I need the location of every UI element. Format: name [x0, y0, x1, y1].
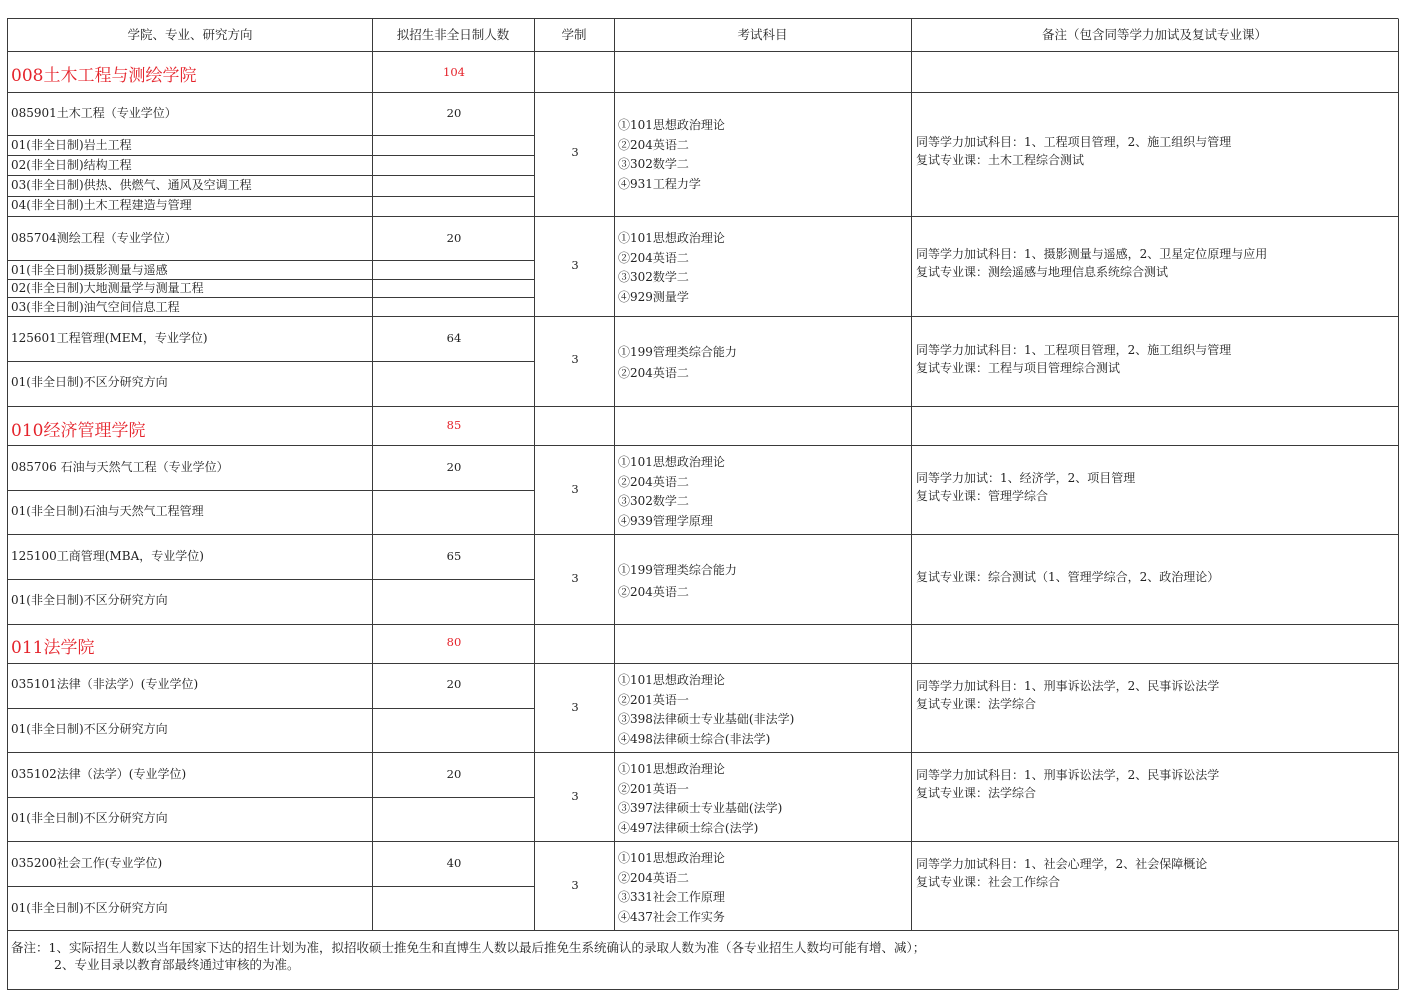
remark-line: 同等学力加试科目：1、摄影测量与遥感，2、卫星定位原理与应用 — [916, 247, 1268, 261]
remark-line: 复试专业课：综合测试（1、管理学综合，2、政治理论） — [916, 570, 1220, 584]
exam-subject: ①101思想政治理论 — [618, 851, 725, 865]
exam-subject: ①101思想政治理论 — [618, 118, 725, 132]
program-quota: 20 — [446, 460, 462, 474]
remark-line: 同等学力加试科目：1、工程项目管理，2、施工组织与管理 — [916, 343, 1232, 357]
remark-line: 复试专业课：工程与项目管理综合测试 — [916, 360, 1121, 375]
remark-line: 复试专业课：社会工作综合 — [916, 874, 1061, 889]
program-name: 035101法律（非法学）(专业学位) — [11, 677, 199, 691]
header-years: 学制 — [561, 27, 587, 42]
remark-line: 复试专业课：测绘遥感与地理信息系统综合测试 — [916, 264, 1169, 279]
program-years: 3 — [571, 789, 579, 803]
program-years: 3 — [571, 571, 579, 585]
remark-line: 复试专业课：管理学综合 — [916, 488, 1049, 503]
remark-line: 同等学力加试科目：1、刑事诉讼法学，2、民事诉讼法学 — [916, 768, 1220, 782]
research-direction: 02(非全日制)大地测量学与测量工程 — [11, 281, 204, 295]
research-direction: 01(非全日制)不区分研究方向 — [11, 722, 168, 736]
research-direction: 01(非全日制)不区分研究方向 — [11, 811, 168, 825]
program-name: 125100工商管理(MBA，专业学位) — [11, 549, 204, 563]
remark-line: 同等学力加试：1、经济学，2、项目管理 — [916, 471, 1136, 485]
program-quota: 20 — [446, 231, 462, 245]
exam-subject: ④497法律硕士综合(法学) — [618, 820, 759, 835]
research-direction: 01(非全日制)石油与天然气工程管理 — [11, 504, 204, 518]
exam-subject: ④437社会工作实务 — [618, 909, 725, 924]
college-name: 011法学院 — [11, 638, 95, 658]
exam-subject: ②204英语二 — [618, 137, 689, 152]
program-years: 3 — [571, 145, 579, 159]
remark-line: 复试专业课：法学综合 — [916, 696, 1037, 711]
research-direction: 01(非全日制)不区分研究方向 — [11, 593, 168, 607]
program-quota: 65 — [446, 549, 462, 563]
college-quota: 80 — [446, 635, 462, 649]
footer-note: 备注：1、实际招生人数以当年国家下达的招生计划为准，拟招收硕士推免生和直博生人数以最后推免生系统确认的录取人数为准（各专业招生人数均可能有增、减）； — [11, 940, 926, 955]
exam-subject: ④929测量学 — [618, 289, 689, 304]
remark-line: 复试专业课：土木工程综合测试 — [916, 152, 1085, 167]
program-name: 085704测绘工程（专业学位） — [11, 231, 177, 245]
program-quota: 20 — [446, 677, 462, 691]
exam-subject: ④931工程力学 — [618, 176, 701, 191]
program-name: 085901土木工程（专业学位） — [11, 106, 177, 120]
header-college-major: 学院、专业、研究方向 — [127, 27, 253, 42]
program-years: 3 — [571, 352, 579, 366]
research-direction: 04(非全日制)土木工程建造与管理 — [11, 198, 192, 212]
research-direction: 01(非全日制)不区分研究方向 — [11, 375, 168, 389]
exam-subject: ④498法律硕士综合(非法学) — [618, 731, 771, 746]
program-years: 3 — [571, 482, 579, 496]
header-quota: 拟招生非全日制人数 — [396, 27, 510, 42]
exam-subject: ②204英语二 — [618, 585, 689, 599]
college-name: 008土木工程与测绘学院 — [11, 66, 197, 86]
exam-subject: ③397法律硕士专业基础(法学) — [618, 801, 783, 815]
exam-subject: ②204英语二 — [618, 366, 689, 380]
exam-subject: ②204英语二 — [618, 474, 689, 489]
exam-subject: ①199管理类综合能力 — [618, 563, 737, 577]
exam-subject: ①101思想政治理论 — [618, 231, 725, 245]
remark-line: 同等学力加试科目：1、社会心理学，2、社会保障概论 — [916, 857, 1208, 871]
header-notes: 备注（包含同等学力加试及复试专业课） — [1041, 27, 1267, 42]
college-quota: 85 — [446, 418, 462, 432]
program-quota: 20 — [446, 767, 462, 781]
exam-subject: ①199管理类综合能力 — [618, 345, 737, 359]
program-name: 085706 石油与天然气工程（专业学位） — [11, 460, 229, 474]
program-name: 035200社会工作(专业学位) — [11, 856, 163, 870]
exam-subject: ②201英语一 — [618, 692, 689, 707]
exam-subject: ③302数学二 — [618, 270, 689, 284]
exam-subject: ③302数学二 — [618, 494, 689, 508]
research-direction: 03(非全日制)供热、供燃气、通风及空调工程 — [11, 178, 252, 192]
exam-subject: ①101思想政治理论 — [618, 455, 725, 469]
remark-line: 同等学力加试科目：1、刑事诉讼法学，2、民事诉讼法学 — [916, 679, 1220, 693]
program-name: 035102法律（法学）(专业学位) — [11, 767, 187, 781]
program-name: 125601工程管理(MEM，专业学位) — [11, 331, 208, 345]
program-quota: 64 — [446, 331, 462, 345]
exam-subject: ②201英语一 — [618, 781, 689, 796]
research-direction: 03(非全日制)油气空间信息工程 — [11, 300, 180, 314]
exam-subject: ③331社会工作原理 — [618, 890, 725, 904]
college-quota: 104 — [443, 65, 465, 79]
research-direction: 01(非全日制)不区分研究方向 — [11, 901, 168, 915]
exam-subject: ③302数学二 — [618, 157, 689, 171]
program-years: 3 — [571, 700, 579, 714]
program-quota: 40 — [446, 856, 462, 870]
remark-line: 复试专业课：法学综合 — [916, 785, 1037, 800]
remark-line: 同等学力加试科目：1、工程项目管理，2、施工组织与管理 — [916, 135, 1232, 149]
exam-subject: ②204英语二 — [618, 250, 689, 265]
footer-note: 2、专业目录以教育部最终通过审核的为准。 — [54, 957, 300, 972]
exam-subject: ③398法律硕士专业基础(非法学) — [618, 712, 795, 726]
program-quota: 20 — [446, 106, 462, 120]
research-direction: 01(非全日制)岩土工程 — [11, 138, 132, 152]
program-years: 3 — [571, 878, 579, 892]
program-years: 3 — [571, 258, 579, 272]
research-direction: 02(非全日制)结构工程 — [11, 158, 132, 172]
header-subjects: 考试科目 — [737, 27, 788, 42]
exam-subject: ②204英语二 — [618, 870, 689, 885]
college-name: 010经济管理学院 — [11, 421, 146, 441]
exam-subject: ①101思想政治理论 — [618, 762, 725, 776]
exam-subject: ①101思想政治理论 — [618, 673, 725, 687]
exam-subject: ④939管理学原理 — [618, 513, 713, 528]
research-direction: 01(非全日制)摄影测量与遥感 — [11, 263, 168, 277]
